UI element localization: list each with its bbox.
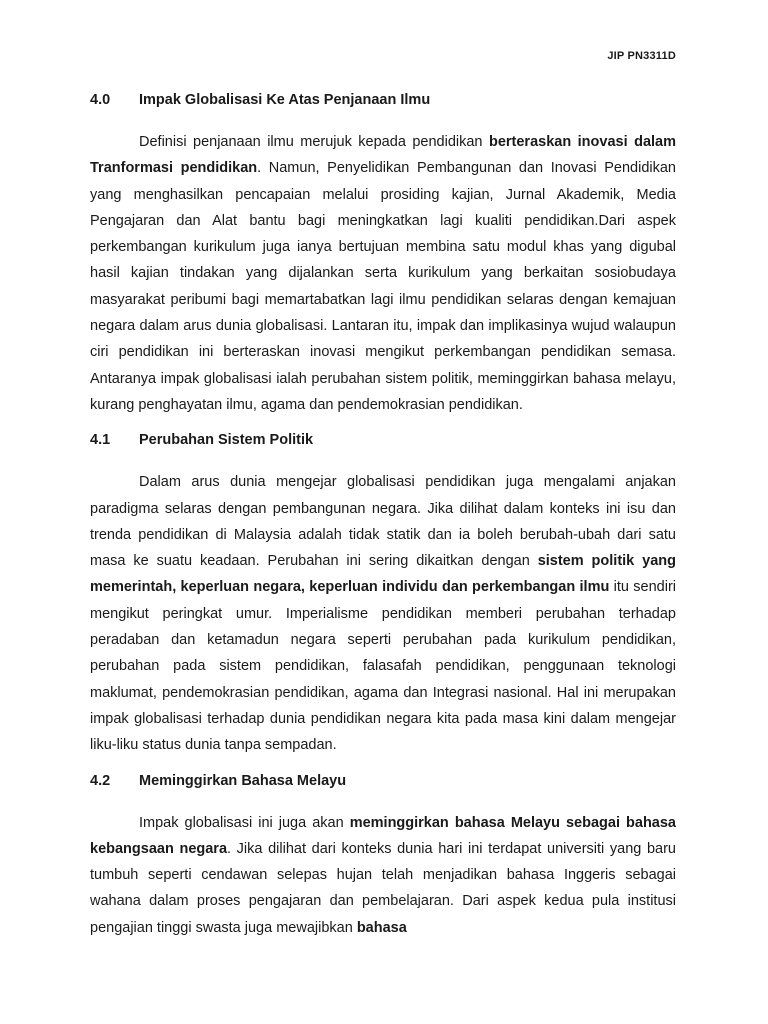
paragraph-bold-text: meminggirkan bahasa Melayu sebagai bahasa kebangsaan negara xyxy=(90,814,676,857)
section-number: 4.1 xyxy=(90,432,111,449)
paragraph-text: Impak globalisasi ini juga akan xyxy=(139,814,350,831)
document-code: JIP PN3311D xyxy=(607,50,676,62)
section-paragraph-4-0 xyxy=(90,129,676,418)
paragraph-bold-text: bahasa xyxy=(356,919,407,936)
paragraph-bold-text: sistem politik yang memerintah, keperluan negara, keperluan individu dan perkembangan ilmu xyxy=(90,553,676,596)
section-paragraph-4-1 xyxy=(90,469,676,758)
paragraph-text: . Namun, Penyelidikan Pembangunan dan Inovasi Pendidikan yang menghasilkan pencapaian melalui prosiding kajian, Jurnal Akademik, Media Pengajaran dan Alat bantu bagi meningkatkan lagi kualiti pendidikan.Dari aspek perkembangan kurikulum juga ianya bertujuan membina satu modul khas yang digubal hasil kajian tindakan yang dijalankan serta kurikulum yang berkaitan sosiobudaya masyarakat peribumi bagi memartabatkan lagi ilmu pendidikan selaras dengan kemajuan negara dalam arus dunia globalisasi. Lantaran itu, impak dan implikasinya wujud walaupun ciri pendidikan ini berteraskan inovasi mengikut perkembangan pendidikan semasa. Antaranya impak globalisasi ialah perubahan sistem politik, meminggirkan bahasa melayu, kurang penghayatan ilmu, agama dan pendemokrasian pendidikan. xyxy=(90,160,676,413)
paragraph-text: Dalam arus dunia mengejar globalisasi pendidikan juga mengalami anjakan paradigma selaras dengan pembangunan negara. Jika dilihat dalam konteks ini isu dan trenda pendidikan di Malaysia adalah tidak statik dan ia boleh berubah-ubah dari satu masa ke suatu keadaan. Perubahan ini sering dikaitkan dengan xyxy=(90,474,676,570)
paragraph-text: itu sendiri mengikut peringkat umur. Imperialisme pendidikan memberi perubahan terhadap peradaban dan ketamadun negara seperti perubahan pada kurikulum pendidikan, perubahan pada sistem pendidikan, falasafah pendidikan, penggunaan teknologi maklumat, pendemokrasian pendidikan, agama dan Integrasi nasional. Hal ini merupakan impak globalisasi terhadap dunia pendidikan negara kita pada masa kini dalam mengejar liku-liku status dunia tanpa sempadan. xyxy=(90,579,676,754)
paragraph-bold-text: berteraskan inovasi dalam Tranformasi pendidikan xyxy=(90,134,676,177)
section-heading-4-2 xyxy=(90,771,676,791)
paragraph-text: Definisi penjanaan ilmu merujuk kepada pendidikan xyxy=(139,134,489,150)
section-number: 4.0 xyxy=(90,92,111,108)
section-heading-4-1 xyxy=(90,430,676,450)
document-body xyxy=(90,90,676,941)
section-paragraph-4-2 xyxy=(90,810,676,941)
section-number: 4.2 xyxy=(90,772,111,789)
section-heading-4-0 xyxy=(90,90,676,110)
paragraph-text: . Jika dilihat dari konteks dunia hari ini terdapat universiti yang baru tumbuh seperti cendawan selepas hujan telah menjadikan bahasa Inggeris sebagai wahana dalam proses pengajaran dan pembelajaran. Dari aspek kedua pula institusi pengajian tinggi swasta juga mewajibkan xyxy=(90,840,676,936)
section-title: Perubahan Sistem Politik xyxy=(139,432,314,449)
section-title: Meminggirkan Bahasa Melayu xyxy=(139,772,347,789)
section-title: Impak Globalisasi Ke Atas Penjanaan Ilmu xyxy=(139,92,431,108)
